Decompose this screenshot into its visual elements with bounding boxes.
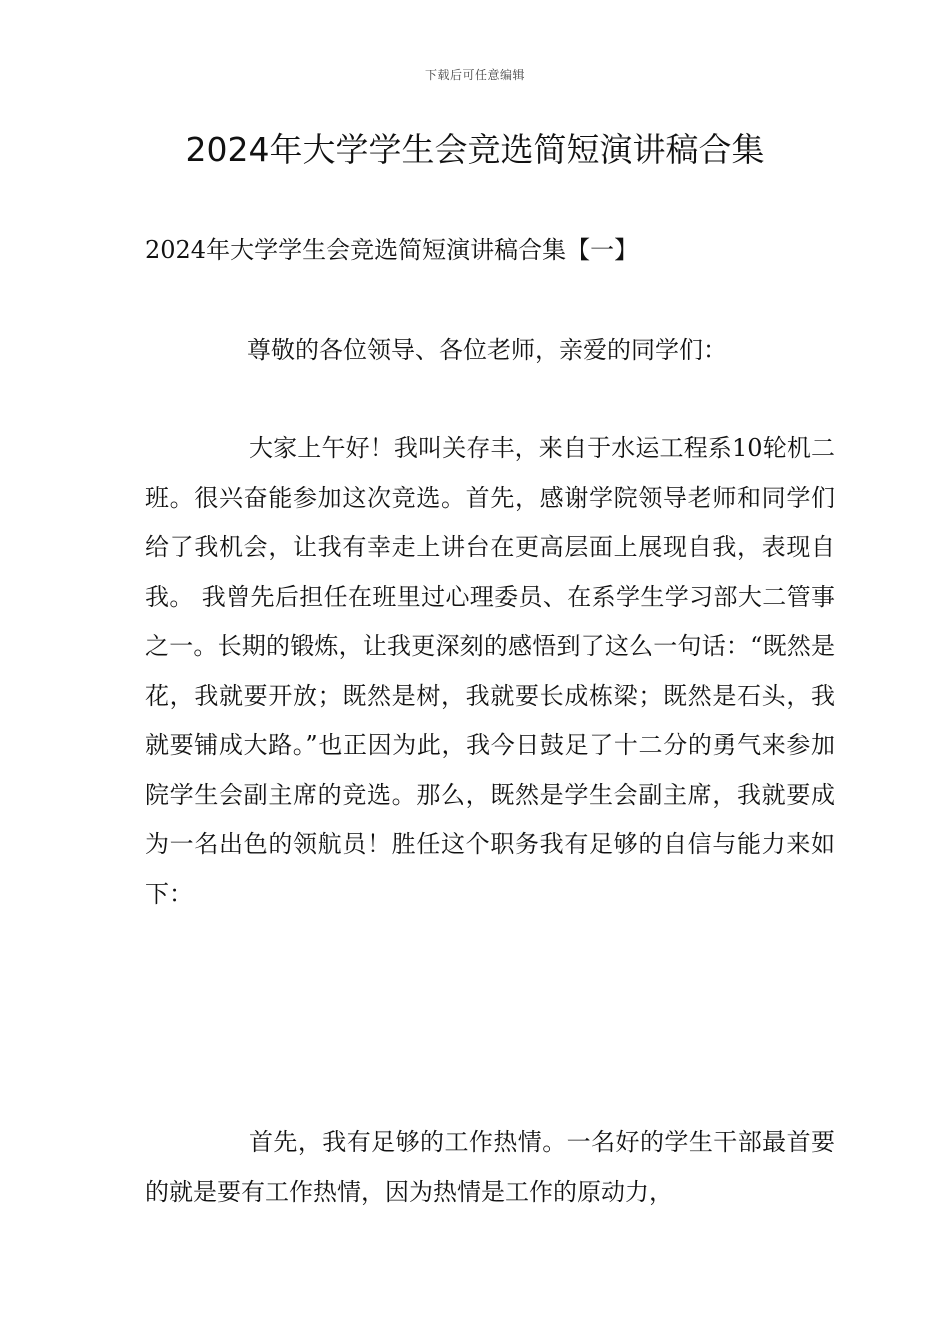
header-note: 下载后可任意编辑 (424, 68, 525, 82)
section-title: 2024年大学学生会竞选简短演讲稿合集【一】 (145, 236, 639, 264)
body-paragraph: 大家上午好！我叫关存丰，来自于水运工程系10轮机二班。很兴奋能参加这次竞选。首先，感谢学院领导老师和同学们给了我机会，让我有幸走上讲台在更高层面上展现自我，表现自我。 我曾先后担任在班里过心理委员、在系学生学习部大二管事之一。长期的锻炼，让我更深刻的感悟到了这么一句话：“既然是花，我就要开放；既然是树，我就要长成栋梁；既然是石头，我就要铺成大路。”也正因为此，我今日鼓足了十二分的勇气来参加院学生会副主席的竞选。那么，既然是学生会副主席，我就要成为一名出色的领航员！胜任这个职务我有足够的自信与能力来如下： (145, 434, 835, 908)
salutation: 尊敬的各位领导、各位老师，亲爱的同学们： (247, 336, 727, 364)
document-title: 2024年大学学生会竞选简短演讲稿合集 (185, 130, 765, 169)
body-paragraph: 首先，我有足够的工作热情。一名好的学生干部最首要的就是要有工作热情，因为热情是工作的原动力， (145, 1128, 835, 1206)
